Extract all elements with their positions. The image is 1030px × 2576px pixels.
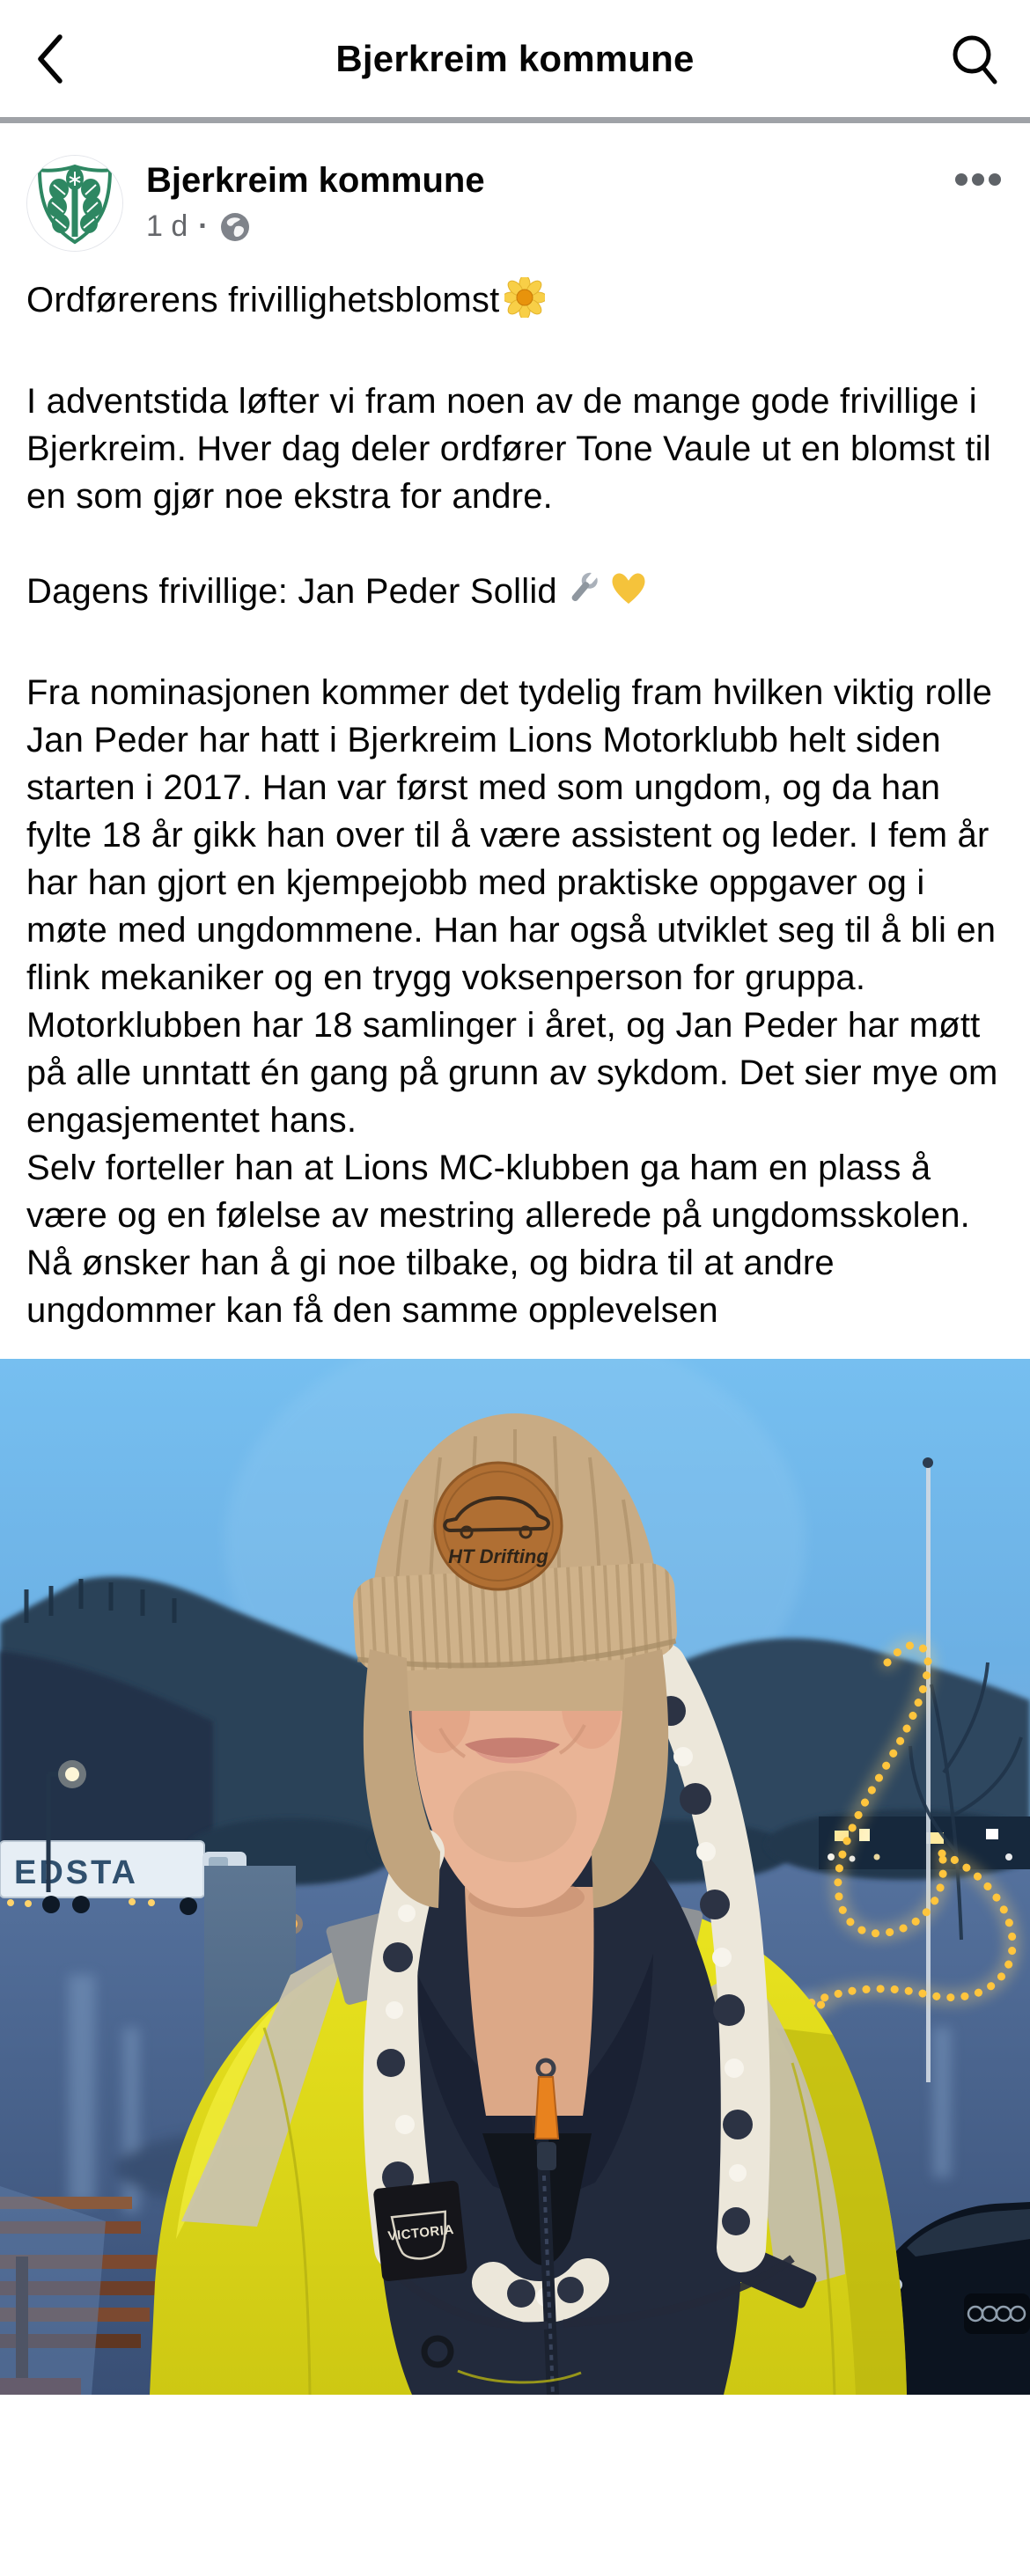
blossom-emoji <box>504 277 545 330</box>
yellow-heart-emoji <box>608 569 649 621</box>
post-line-daily: Dagens frivillige: Jan Peder Sollid <box>26 568 1004 621</box>
neck <box>465 1887 594 2116</box>
author-name[interactable]: Bjerkreim kommune <box>146 161 485 200</box>
post-paragraph: Fra nominasjonen kommer det tydelig fram hvilken viktig rolle Jan Peder har hatt i Bjerkreim Lions Motorklubb helt siden starten i 2017. Han var først med som ungdom, og da han fylte 18 år gikk han over til å være assistent og leder. I fem år har han gjort en kjempejobb med praktiske oppgaver og i møte med ungdommene. Han har også utviklet seg til å bli en flink mekaniker og en trygg voksenperson for gruppa. <box>26 673 997 997</box>
navbar <box>0 0 1030 117</box>
post-line-flower: Ordførerens frivillighetsblomst <box>26 276 1004 330</box>
post-photo[interactable] <box>0 1359 1030 2395</box>
photo-scene <box>0 1359 1030 2395</box>
avatar[interactable] <box>26 155 123 252</box>
beanie-patch-text: HT Drifting <box>448 1545 548 1567</box>
truck-text: EDSTA <box>14 1854 138 1891</box>
post-paragraph: Selv forteller han at Lions MC-klubben ga ham en plass å være og en følelse av mestring allerede på ungdomsskolen. Nå ønsker han å gi noe tilbake, og bidra til at andre ungdommer kan få den samme opplevelsen <box>26 1149 970 1330</box>
jacket-brand-patch <box>373 2180 468 2282</box>
search-icon[interactable] <box>949 32 1000 86</box>
bjerkreim-coat-of-arms-icon <box>27 156 122 251</box>
post-meta <box>146 209 953 244</box>
pavement <box>0 2186 106 2395</box>
meta-separator: · <box>198 209 209 243</box>
more-options-icon[interactable] <box>953 171 1004 188</box>
post-text <box>0 255 1030 1359</box>
post-header <box>0 123 1030 255</box>
page-title: Bjerkreim kommune <box>335 37 695 79</box>
back-button[interactable] <box>30 32 70 86</box>
post-paragraph: I adventstida løfter vi fram noen av de mange gode frivillige i Bjerkreim. Hver dag deler ordfører Tone Vaule ut en blomst til en som gjør noe ekstra for andre. <box>26 382 991 516</box>
nav-divider <box>0 117 1030 123</box>
jacket-patch-text: VICTORIA <box>386 2221 455 2244</box>
timestamp: 1 d <box>146 209 188 243</box>
post-paragraph: Motorklubben har 18 samlinger i året, og Jan Peder har møtt på alle unntatt én gang på grunn av sykdom. Det sier mye om engasjementet hans. <box>26 1006 998 1140</box>
wrench-emoji <box>563 569 603 621</box>
globe-icon <box>219 211 251 243</box>
